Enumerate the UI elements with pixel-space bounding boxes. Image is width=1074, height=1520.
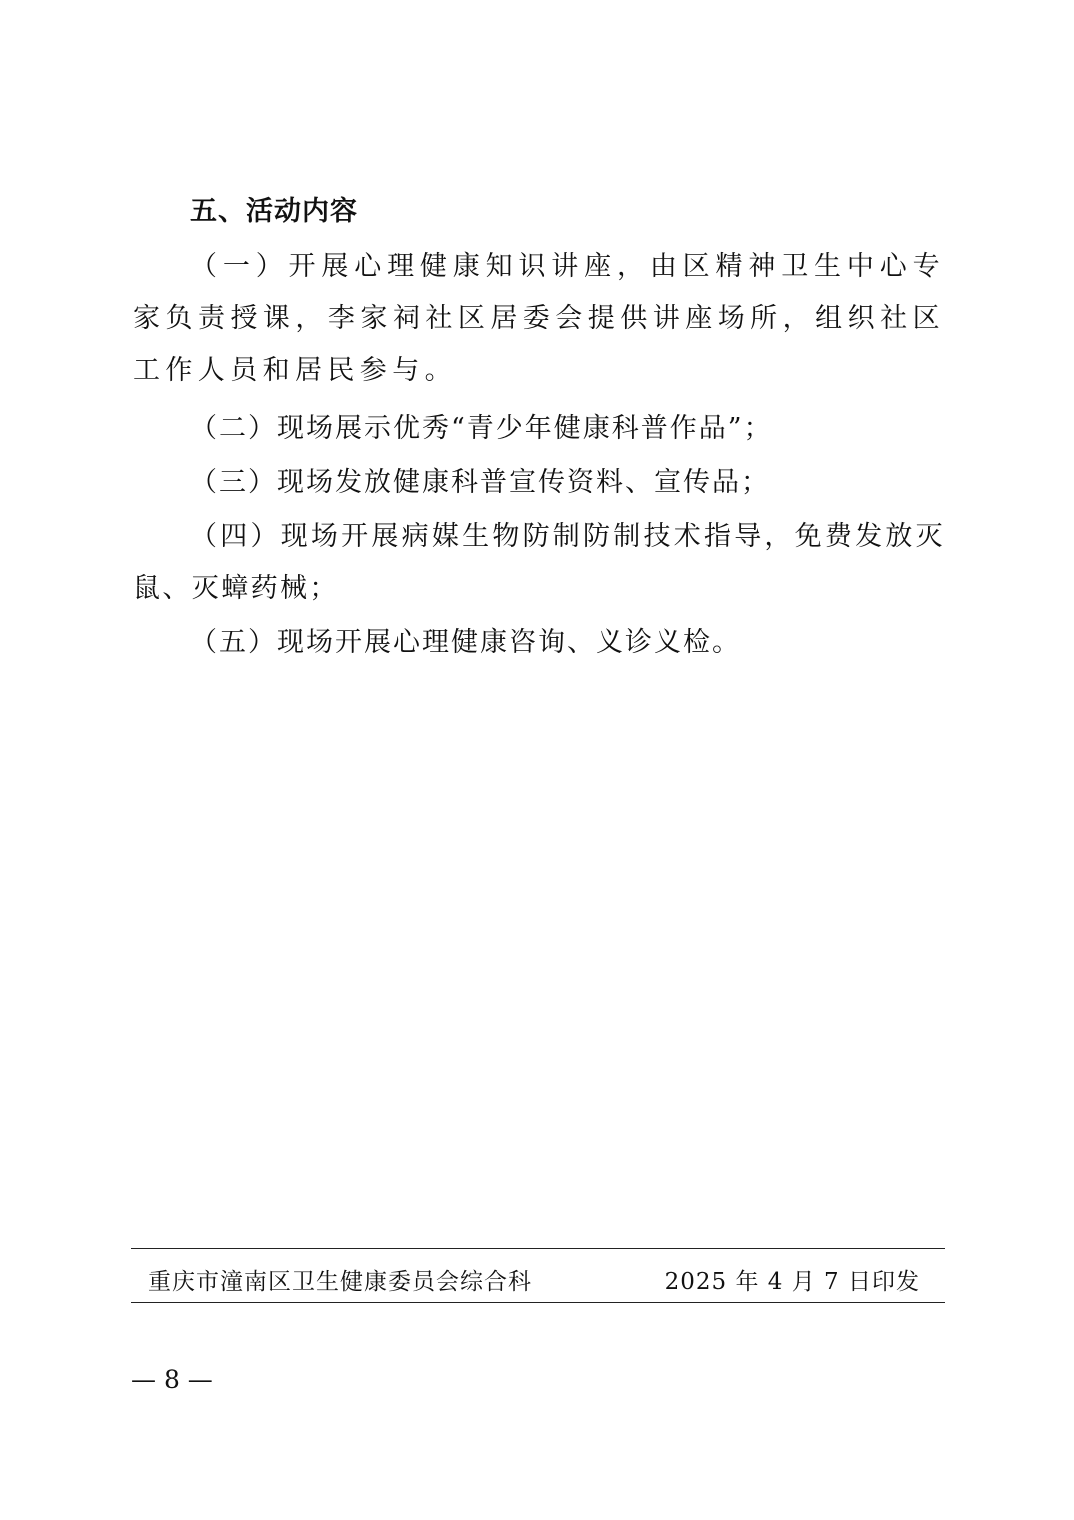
content-item-4: （四）现场开展病媒生物防制防制技术指导，免费发放灭鼠、灭蟑药械； bbox=[133, 521, 945, 604]
content-item-3: （三）现场发放健康科普宣传资料、宣传品； bbox=[190, 467, 770, 498]
issue-date: 2025 年 4 月 7 日印发 bbox=[664, 1269, 920, 1295]
content-item-1: （一）开展心理健康知识讲座，由区精神卫生中心专家负责授课，李家祠社区居委会提供讲座场所，组织社区工作人员和居民参与。 bbox=[133, 251, 945, 386]
footer-bottom-rule bbox=[131, 1302, 945, 1303]
issuer-name: 重庆市潼南区卫生健康委员会综合科 bbox=[148, 1269, 532, 1295]
content-item-5: （五）现场开展心理健康咨询、义诊义检。 bbox=[190, 627, 741, 658]
footer-top-rule bbox=[131, 1248, 945, 1249]
page-number: — 8 — bbox=[131, 1365, 213, 1394]
section-heading: 五、活动内容 bbox=[190, 196, 358, 227]
content-item-2: （二）现场展示优秀“青少年健康科普作品”； bbox=[190, 413, 773, 444]
